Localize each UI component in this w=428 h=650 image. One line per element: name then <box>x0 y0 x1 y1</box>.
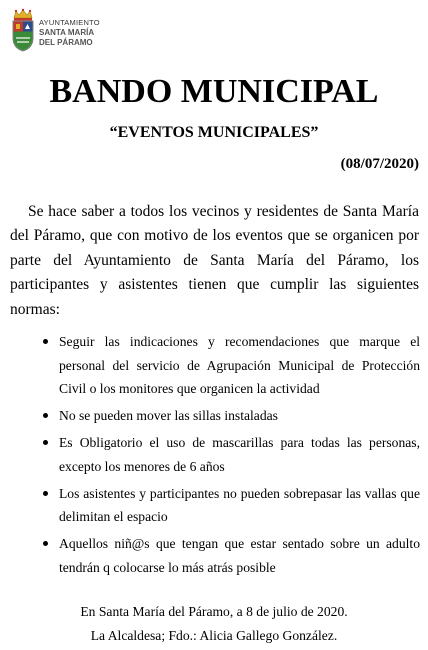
rules-list <box>59 330 420 583</box>
municipal-logo <box>8 8 108 52</box>
logo-line-town-name: SANTA MARÍA <box>39 28 95 37</box>
document-subtitle: “EVENTOS MUNICIPALES” <box>109 124 319 141</box>
logo-line-ayuntamiento: AYUNTAMIENTO <box>39 18 100 27</box>
rule-item: Es Obligatorio el uso de mascarillas para todas las personas, excepto los menores de 6 años <box>59 431 420 478</box>
closing-signature: La Alcaldesa; Fdo.: Alicia Gallego González. <box>90 628 338 643</box>
rule-item: Aquellos niñ@s que tengan que estar sentado sobre un adulto tendrán q colocarse lo más atrás posible <box>59 532 420 579</box>
document-date: (08/07/2020) <box>340 156 419 172</box>
coat-of-arms-icon <box>10 8 36 52</box>
rule-item: No se pueden mover las sillas instaladas <box>59 404 420 428</box>
rule-item: Los asistentes y participantes no pueden sobrepasar las vallas que delimitan el espacio <box>59 482 420 529</box>
logo-line-town-name-2: DEL PÁRAMO <box>39 38 93 47</box>
document-title: BANDO MUNICIPAL <box>49 73 379 110</box>
intro-paragraph: Se hace saber a todos los vecinos y residentes de Santa María del Páramo, que con motivo de los eventos que se organicen por parte del Ayuntamiento de Santa María del Páramo, los participantes y asistentes tienen que cumplir las siguientes normas: <box>10 203 419 318</box>
rule-item: Seguir las indicaciones y recomendaciones que marque el personal del servicio de Agrupación Municipal de Protección Civil o los monitores que organicen la actividad <box>59 330 420 401</box>
closing-place-date: En Santa María del Páramo, a 8 de julio de 2020. <box>80 604 348 619</box>
